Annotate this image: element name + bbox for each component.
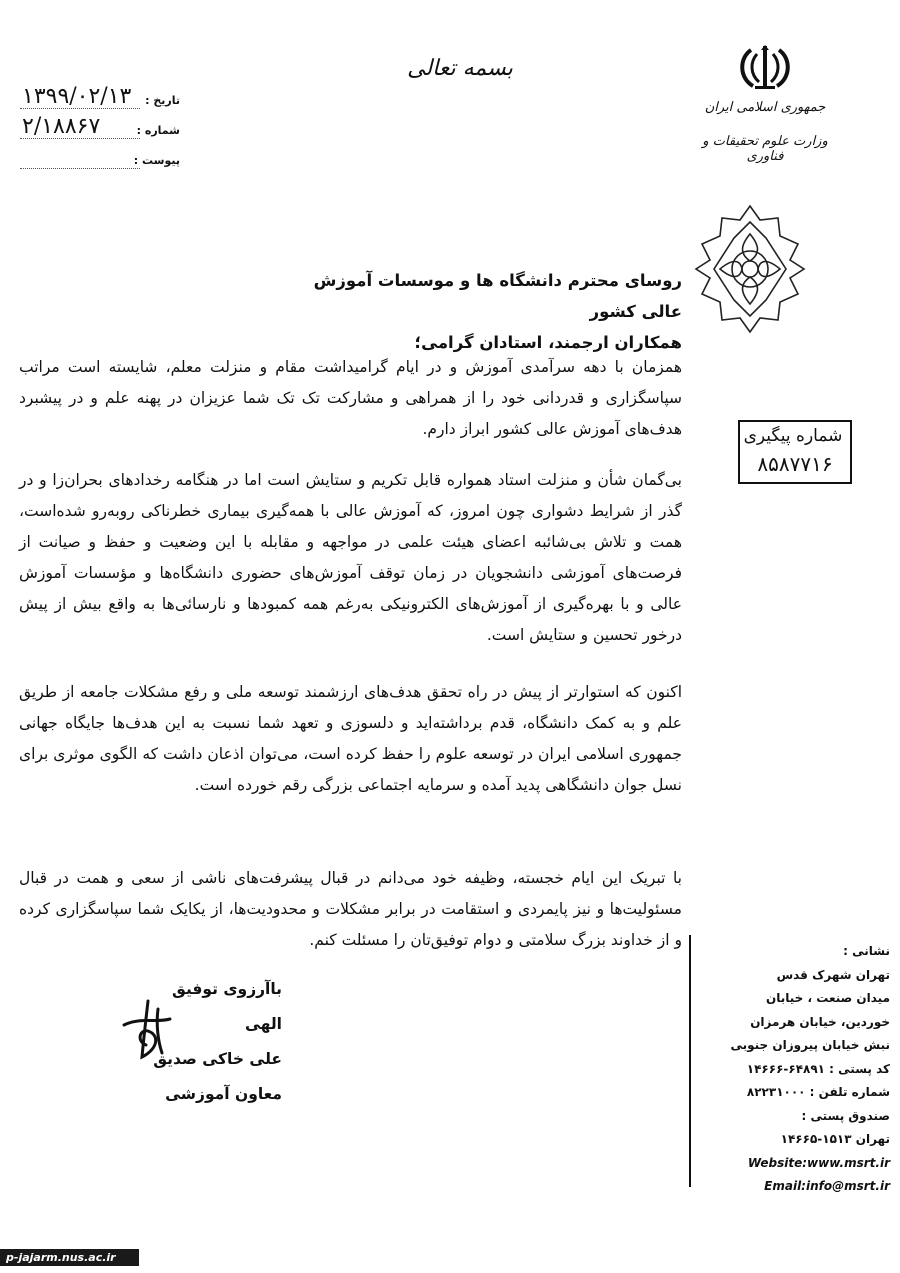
- address-label: نشانی :: [843, 944, 890, 958]
- email-link[interactable]: Email:info@msrt.ir: [764, 1179, 890, 1193]
- address-line-2: میدان صنعت ، خیابان: [766, 991, 890, 1005]
- salutation-line-1: روسای محترم دانشگاه ها و موسسات آموزش عالی کشور: [313, 271, 682, 321]
- paragraph-1: همزمان با دهه سرآمدی آموزش و در ایام گرامیداشت مقام و منزلت معلم، شایسته است مراتب سپاسگزاری و قدردانی خود را از همراهی و مشارکت تک تک شما عزیزان در پهنه علم و در پیشبرد هدف‌های آموزش عالی کشور ابراز دارم.: [19, 358, 682, 438]
- address-divider: [689, 935, 691, 1187]
- attachment-field: [20, 152, 180, 174]
- address-line-3: خوردین، خیابان هرمزان: [750, 1014, 890, 1029]
- website-link[interactable]: Website:www.msrt.ir: [747, 1155, 890, 1170]
- signature-wish: باآرزوی توفیق الهی: [171, 980, 282, 1033]
- basmala: بسمه تعالی: [407, 56, 513, 81]
- salutation-line-2: همکاران ارجمند، استادان گرامی؛: [414, 333, 682, 352]
- tracking-label: شماره پیگیری: [743, 426, 843, 446]
- paragraph-2: بی‌گمان شأن و منزلت استاد همواره قابل تکریم و ستایش است اما در هنگامه رخدادهای بحران‌زا و در گذر از شرایط دشواری چون امروز، که آموزش عالی با همه‌گیری بیماری خطرناکی روبه‌رو شده‌است، همت و تلاش بی‌شائبه اعضای هیئت علمی در مواجهه و مقابله با این وضعیت و حفظ و صیانت از فرصت‌های آموزشی دانشجویان در زمان توقف آموزش‌های حضوری دانشگاه‌ها و مؤسسات آموزش عالی و با بهره‌گیری از آموزش‌های الکترونیکی به‌رغم همه کمبودها و نارسائی‌ها به واقع بیش از پیش درخور تحسین و ستایش است.: [19, 471, 682, 644]
- address-line-4: نبش خیابان پیروزان جنوبی: [730, 1038, 890, 1052]
- signature-title: معاون آموزشی: [165, 1085, 282, 1103]
- date-label: تاریخ :: [145, 94, 180, 107]
- attachment-label: پیوست :: [133, 154, 180, 167]
- date-field: [20, 84, 180, 114]
- address-block: [700, 940, 890, 1199]
- tracking-number: ۸۵۸۷۷۱۶: [757, 452, 833, 476]
- paragraph-4: با تبریک این ایام خجسته، وظیفه خود می‌دانم در قبال پیشرفت‌های ناشی از سعی و همت در قبال مسئولیت‌ها و نیز پایمردی و استقامت در برابر مشکلات و محدودیت‌ها، از یکایک شما سپاسگزاری کرده و از خداوند بزرگ سلامتی و دوام توفیق‌تان را مسئلت کنم.: [19, 869, 682, 949]
- tracking-box: [738, 420, 852, 484]
- iran-emblem-icon: [737, 44, 793, 92]
- signature-name: علی خاکی صدیق: [153, 1050, 282, 1068]
- handwritten-signature-icon: [118, 995, 198, 1065]
- number-value: ۲/۱۸۸۶۷: [22, 114, 101, 139]
- phone-number: شماره تلفن : ۸۲۲۳۱۰۰۰: [746, 1085, 890, 1099]
- ministry-name: وزارت علوم تحقیقات و فناوری: [702, 134, 828, 164]
- po-box-label: صندوق پستی :: [801, 1108, 890, 1123]
- republic-name: جمهوری اسلامی ایران: [704, 100, 826, 115]
- salutation: [282, 265, 682, 358]
- postal-code: کد پستی : ۶۴۸۹۱-۱۴۶۶۶: [746, 1061, 890, 1076]
- ornament-icon: [694, 204, 806, 334]
- po-box: تهران ۱۵۱۳-۱۴۶۶۵: [780, 1132, 890, 1146]
- date-value: ۱۳۹۹/۰۲/۱۳: [22, 84, 132, 109]
- number-label: شماره :: [136, 124, 180, 137]
- footer-watermark: p-jajarm.nus.ac.ir: [0, 1249, 139, 1266]
- address-line-1: تهران شهرک قدس: [776, 967, 890, 982]
- number-field: [20, 114, 180, 144]
- paragraph-3: اکنون که استوارتر از پیش در راه تحقق هدف‌های ارزشمند توسعه ملی و رفع مشکلات جامعه از طریق علم و به کمک دانشگاه، قدم برداشته‌اید و دلسوزی و تعهد شما نسبت به این هدف‌ها جایگاه جهانی جمهوری اسلامی ایران در توسعه علوم را حفظ کرده است، می‌توان اذعان داشت که الگوی موثری برای نسل جوان دانشگاهی پدید آمده و سرمایه اجتماعی بزرگی رقم خورده است.: [19, 683, 682, 794]
